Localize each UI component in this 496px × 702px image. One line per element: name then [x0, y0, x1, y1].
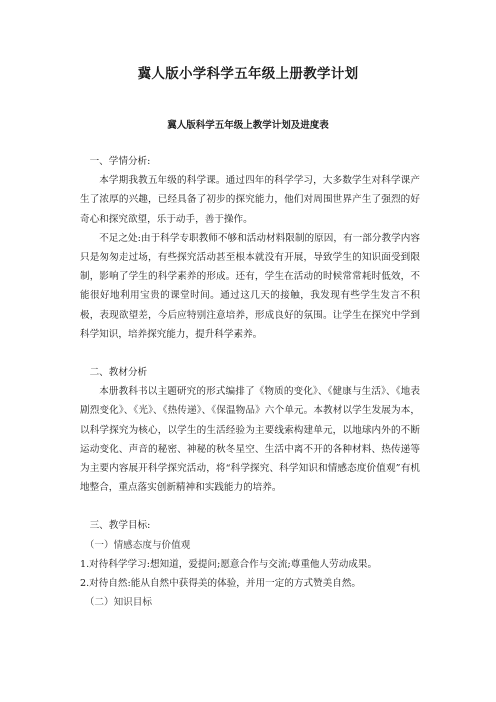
document-subtitle: 冀人版科学五年级上教学计划及进度表	[167, 120, 329, 131]
paragraph: 本册教科书以主题研究的形式编排了《物质的变化》、《健康与生活》、《地表剧烈变化》、《光》、《热传递》、《保温物品》六个单元。本教材以学生发展为本，以科学探究为核心，以学生的生活经验为主要线索构建单元，以地球内外的不断运动变化、声音的秘密、神秘的秋冬星空、生活中离不开的各种材料、热传递等为主要内容展开科学探究活动，将“科学探究、科学知识和情感态度价值观”有机地整合，重点落实创新精神和实践能力的培养。	[80, 386, 420, 494]
document-body	[80, 152, 420, 612]
subsection-heading: （一）情感态度与价值观	[84, 539, 191, 551]
paragraph: 本学期我教五年级的科学课。通过四年的科学学习，大多数学生对科学课产生了浓厚的兴趣，已经具备了初步的探究能力，他们对周围世界产生了强烈的好奇心和探究欲望，乐于动手，善于操作。	[80, 175, 420, 225]
list-item: 2.对待自然:能从自然中获得美的体验，并用一定的方式赞美自然。	[80, 578, 362, 590]
subsection-heading: （二）知识目标	[84, 597, 152, 609]
list-item: 1.对待科学学习:想知道，爱提问;愿意合作与交流;尊重他人劳动成果。	[80, 558, 378, 570]
section-heading: 一、学情分析:	[89, 156, 151, 167]
paragraph: 不足之处:由于科学专职教师不够和活动材料限制的原因，有一部分教学内容只是匆匆走过场，有些探究活动甚至根本就没有开展，导致学生的知识面受到限制，影响了学生的科学素养的形成。还有，学生在活动的时候常常耗时低效，不能很好地利用宝贵的课堂时间。通过这几天的接触，我发现有些学生发言不积极，表现欲望差，今后应特别注意培养，形成良好的氛围。让学生在探究中学到科学知识，培养探究能力，提升科学素养。	[80, 232, 420, 340]
section-heading: 三、教学目标:	[89, 520, 151, 532]
section-heading: 二、教材分析	[89, 367, 148, 379]
document-title: 冀人版小学科学五年级上册教学计划	[137, 66, 359, 82]
